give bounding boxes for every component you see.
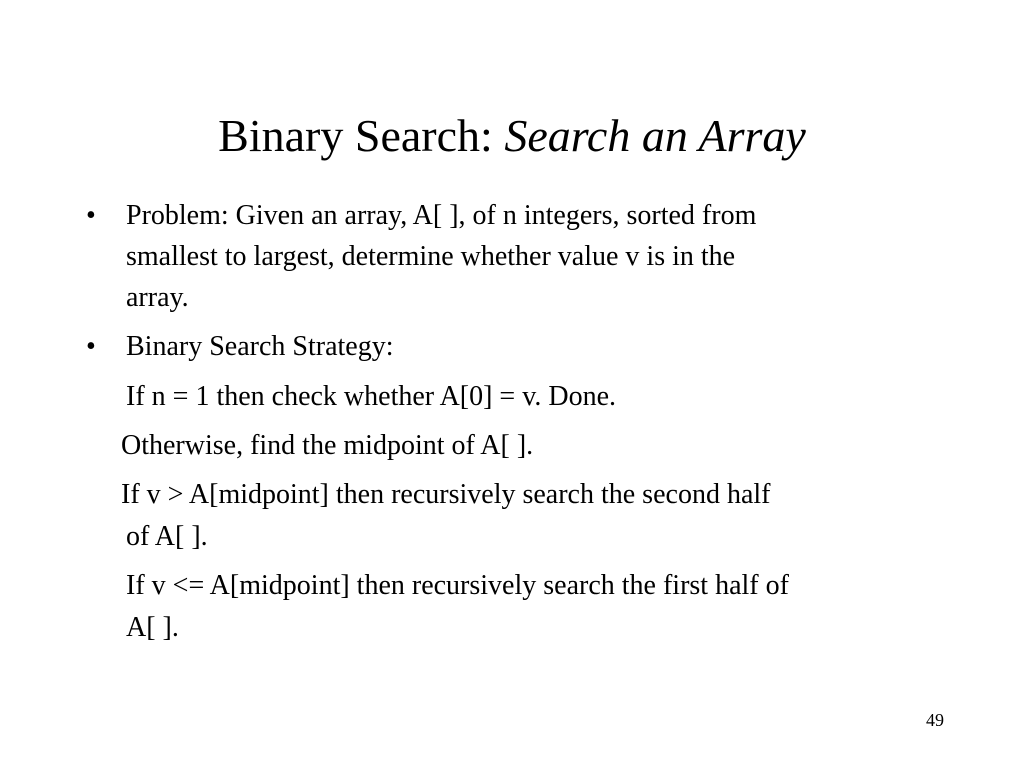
bullet-strategy: [0, 326, 1024, 367]
bullet-problem-line-2: smallest to largest, determine whether value v is in the: [126, 241, 736, 272]
strategy-second-half-line-2: of A[ ].: [126, 521, 208, 552]
bullet-strategy-text: [126, 326, 916, 367]
slide-title-regular: Binary Search:: [218, 110, 505, 161]
strategy-midpoint: Otherwise, find the midpoint of A[ ].: [121, 430, 534, 461]
strategy-first-half-line-2: A[ ].: [126, 612, 179, 643]
bullet-dot: •: [86, 331, 96, 362]
slide-number: 49: [926, 710, 944, 730]
strategy-base-case: If n = 1 then check whether A[0] = v. Done.: [126, 381, 617, 412]
slide-title-italic: Search an Array: [504, 110, 806, 161]
bullet-problem-line-3: array.: [126, 282, 189, 313]
bullet-problem-line-1: Problem: Given an array, A[ ], of n integers, sorted from: [126, 200, 757, 231]
strategy-first-half-line-1: If v <= A[midpoint] then recursively search the first half of: [126, 570, 789, 601]
slide-title: [0, 108, 1024, 164]
bullet-strategy-line-1: Binary Search Strategy:: [126, 331, 394, 362]
bullet-problem: [0, 195, 1024, 318]
bullet-dot: •: [86, 200, 96, 231]
bullet-problem-text: [126, 195, 916, 318]
strategy-second-half-line-1: If v > A[midpoint] then recursively search the second half: [121, 479, 771, 510]
